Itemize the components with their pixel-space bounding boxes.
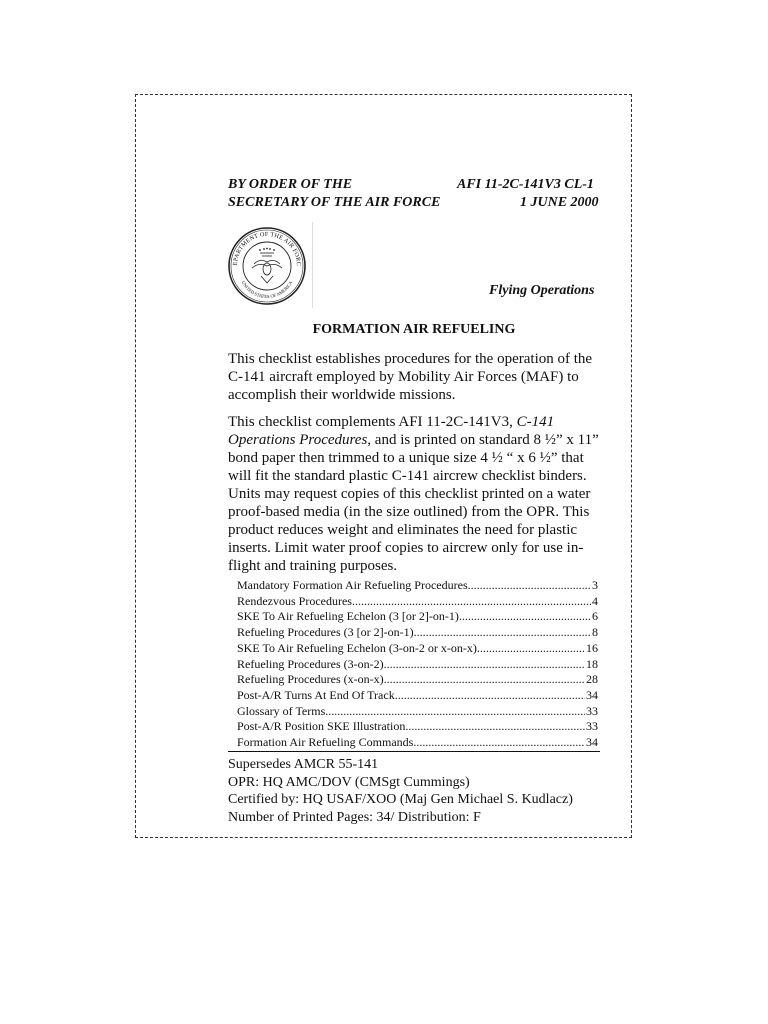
toc-leader [477,641,585,657]
publication-info [228,756,600,826]
printed-pages-line: Number of Printed Pages: 34/ Distribution: F [228,809,481,825]
toc-leader [413,735,585,751]
toc-leader [384,672,585,688]
toc-entry[interactable] [237,594,598,610]
toc-entry[interactable] [237,719,598,735]
table-of-contents [237,578,598,751]
toc-entry-page: 8 [592,625,598,640]
seal-text-top: EPARTMENT OF THE AIR FORC [231,230,303,267]
toc-leader [384,657,585,673]
publication-number: AFI 11-2C-141V3 CL-1 [457,177,594,192]
toc-entry[interactable] [237,578,598,594]
toc-leader [352,594,591,610]
toc-entry-page: 28 [586,672,598,687]
toc-entry-title: Glossary of Terms [237,703,326,718]
toc-leader [468,578,591,594]
toc-entry-page: 34 [586,735,598,750]
toc-entry[interactable] [237,704,598,720]
scope-paragraph [228,413,602,575]
toc-entry[interactable] [237,688,598,704]
purpose-paragraph: This checklist establishes procedures for the operation of the C-141 aircraft employed by Mobility Air Forces (MAF) to accomplish their worldwide missions. [228,351,593,403]
toc-entry-page: 18 [586,656,598,671]
toc-entry-title: Formation Air Refueling Commands [237,735,414,750]
scope-text-2: , and is printed on standard 8 ½” x 11” bond paper then trimmed to a unique size 4 ½ “ x 6 ½” that will fit the standard plastic C-141 aircrew checklist binders. Units may request copies of this checklist printed on a water proof-based media (in the size outlined) from the OPR. This product reduces weight and eliminates the need for plastic inserts. Limit water proof copies to aircrew only for use in-flight and training purposes. [228,432,599,574]
toc-entry-title: Refueling Procedures (3-on-2) [237,656,384,671]
toc-entry-page: 33 [586,719,598,734]
toc-entry-page: 6 [592,609,598,624]
toc-entry-title: Refueling Procedures (x-on-x) [237,672,384,687]
seal-text-bottom: UNITED STATES OF AMERICA [240,279,294,300]
toc-entry-page: 33 [586,703,598,718]
toc-entry-title: Refueling Procedures (3 [or 2]-on-1) [237,625,414,640]
scope-text-1: This checklist complements AFI 11-2C-141V3, [228,414,517,430]
toc-entry-page: 16 [586,640,598,655]
category-label: Flying Operations [489,283,595,298]
toc-entry-title: Mandatory Formation Air Refueling Procedures [237,578,468,592]
toc-entry-title: SKE To Air Refueling Echelon (3-on-2 or x-on-x) [237,640,477,655]
toc-leader [395,688,585,704]
toc-entry-page: 4 [592,593,598,608]
toc-entry[interactable] [237,641,598,657]
toc-entry-title: SKE To Air Refueling Echelon (3 [or 2]-on-1) [237,609,459,624]
toc-leader [414,625,591,641]
document-title: FORMATION AIR REFUELING [312,322,516,337]
order-line-1: BY ORDER OF THE [228,177,353,192]
referenced-publication: C-141 Operations Procedures [228,414,555,448]
supersedes-line: Supersedes AMCR 55-141 [228,757,379,772]
toc-entry[interactable] [237,657,598,673]
seal-divider [312,222,313,308]
toc-entry[interactable] [237,672,598,688]
toc-entry[interactable] [237,625,598,641]
footer-rule [228,751,600,752]
order-line-2: SECRETARY OF THE AIR FORCE [228,195,441,210]
toc-leader [405,719,585,735]
publication-date: 1 JUNE 2000 [520,195,599,210]
air-force-seal-icon [224,226,310,306]
toc-leader [325,704,585,720]
toc-entry-title: Post-A/R Turns At End Of Track [237,687,395,702]
toc-entry-page: 3 [592,578,598,592]
toc-entry[interactable] [237,735,598,751]
certified-line: Certified by: HQ USAF/XOO (Maj Gen Michael S. Kudlacz) [228,792,573,807]
toc-entry-title: Rendezvous Procedures [237,593,352,608]
toc-entry-title: Post-A/R Position SKE Illustration [237,719,406,734]
opr-line: OPR: HQ AMC/DOV (CMSgt Cummings) [228,774,470,790]
toc-leader [459,609,591,625]
toc-entry[interactable] [237,609,598,625]
toc-entry-page: 34 [586,687,598,702]
